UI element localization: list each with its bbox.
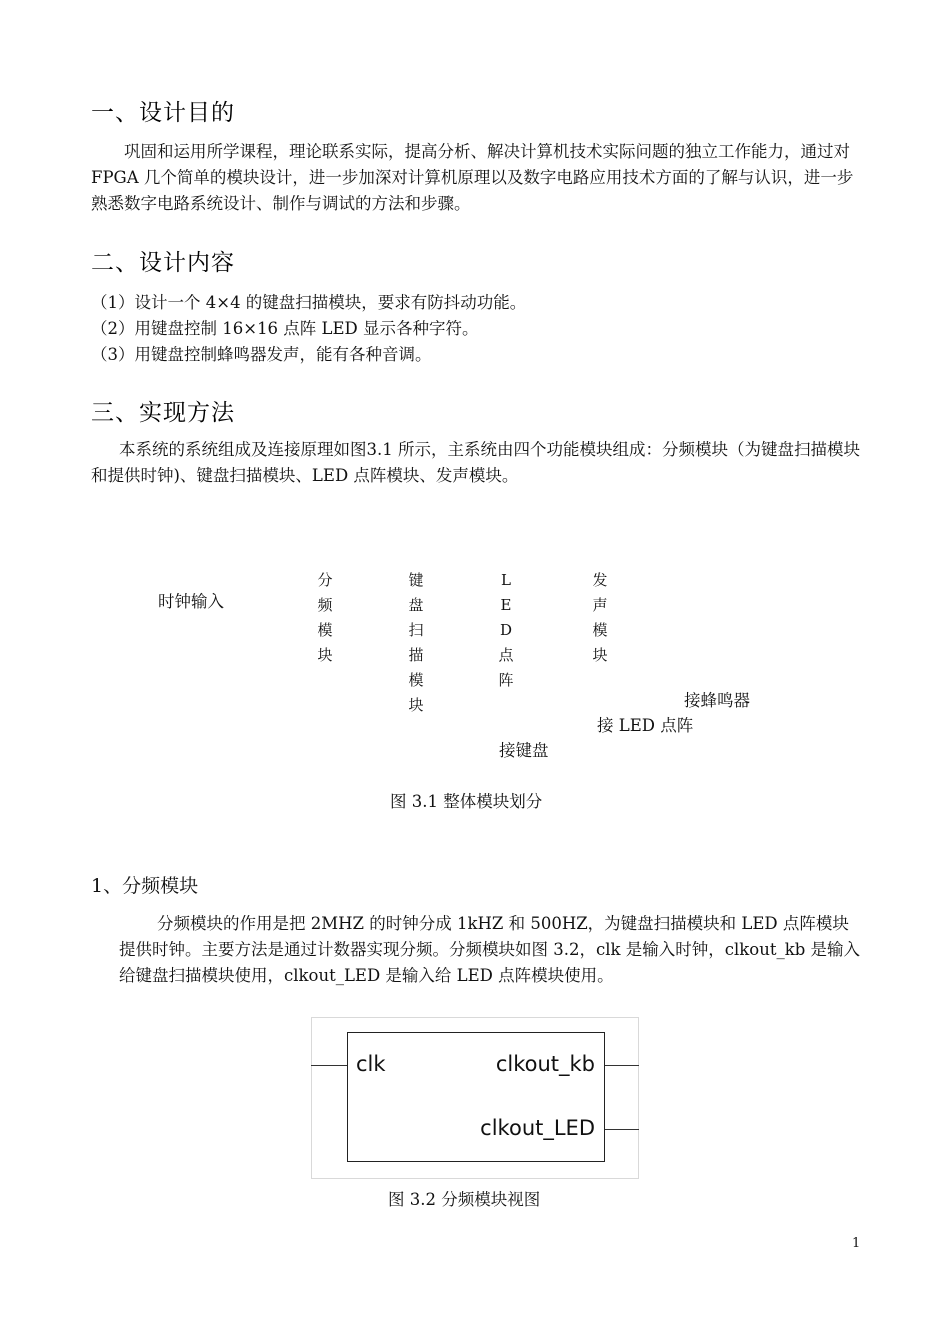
- figure-3-1-caption: 图 3.1 整体模块划分: [390, 792, 543, 811]
- led-matrix-module-label: L E D 点 阵: [498, 571, 514, 689]
- clock-input-label: 时钟输入: [158, 592, 224, 611]
- led-output-label: 接 LED 点阵: [597, 716, 694, 735]
- section-heading-purpose: 一、设计目的: [91, 100, 235, 126]
- section-heading-content: 二、设计内容: [91, 250, 235, 276]
- content-item-1: （1）设计一个 4×4 的键盘扫描模块，要求有防抖动功能。: [91, 293, 527, 312]
- purpose-paragraph: 巩固和运用所学课程，理论联系实际，提高分析、解决计算机技术实际问题的独立工作能力，通过对 FPGA 几个简单的模块设计，进一步加深对计算机原理以及数字电路应用技术方面的了解与认识，进一步熟悉数字电路系统设计、制作与调试的方法和步骤。: [91, 142, 854, 213]
- clkout-led-port-label: clkout_LED: [480, 1116, 595, 1140]
- keyboard-output-label: 接键盘: [499, 741, 549, 760]
- method-paragraph: 本系统的系统组成及连接原理如图3.1 所示，主系统由四个功能模块组成：分频模块（为键盘扫描模块和提供时钟)、键盘扫描模块、LED 点阵模块、发声模块。: [91, 440, 860, 485]
- page-number: 1: [852, 1236, 861, 1251]
- clkout-kb-port-label: clkout_kb: [495, 1052, 595, 1076]
- clkout-led-wire: [605, 1129, 639, 1130]
- content-item-2: （2）用键盘控制 16×16 点阵 LED 显示各种字符。: [91, 319, 479, 338]
- figure-3-2-caption: 图 3.2 分频模块视图: [388, 1190, 541, 1209]
- divider-paragraph: 分频模块的作用是把 2MHZ 的时钟分成 1kHZ 和 500HZ，为键盘扫描模块和 LED 点阵模块提供时钟。主要方法是通过计数器实现分频。分频模块如图 3.2，clk 是输入时钟，clkout_kb 是输入给键盘扫描模块使用，clkout_LED 是输入给 LED 点阵模块使用。: [119, 914, 861, 985]
- buzzer-output-label: 接蜂鸣器: [684, 691, 750, 710]
- subsection-heading-divider: 1、分频模块: [91, 875, 199, 897]
- keyboard-scan-module-label: 键 盘 扫 描 模 块: [408, 571, 424, 714]
- content-item-3: （3）用键盘控制蜂鸣器发声，能有各种音调。: [91, 345, 432, 364]
- clk-port-label: clk: [356, 1052, 386, 1076]
- clkout-kb-wire: [605, 1065, 639, 1066]
- divider-module-label: 分 频 模 块: [317, 571, 333, 664]
- sound-module-label: 发 声 模 块: [592, 571, 608, 664]
- section-heading-method: 三、实现方法: [91, 400, 235, 426]
- clk-input-wire: [311, 1065, 347, 1066]
